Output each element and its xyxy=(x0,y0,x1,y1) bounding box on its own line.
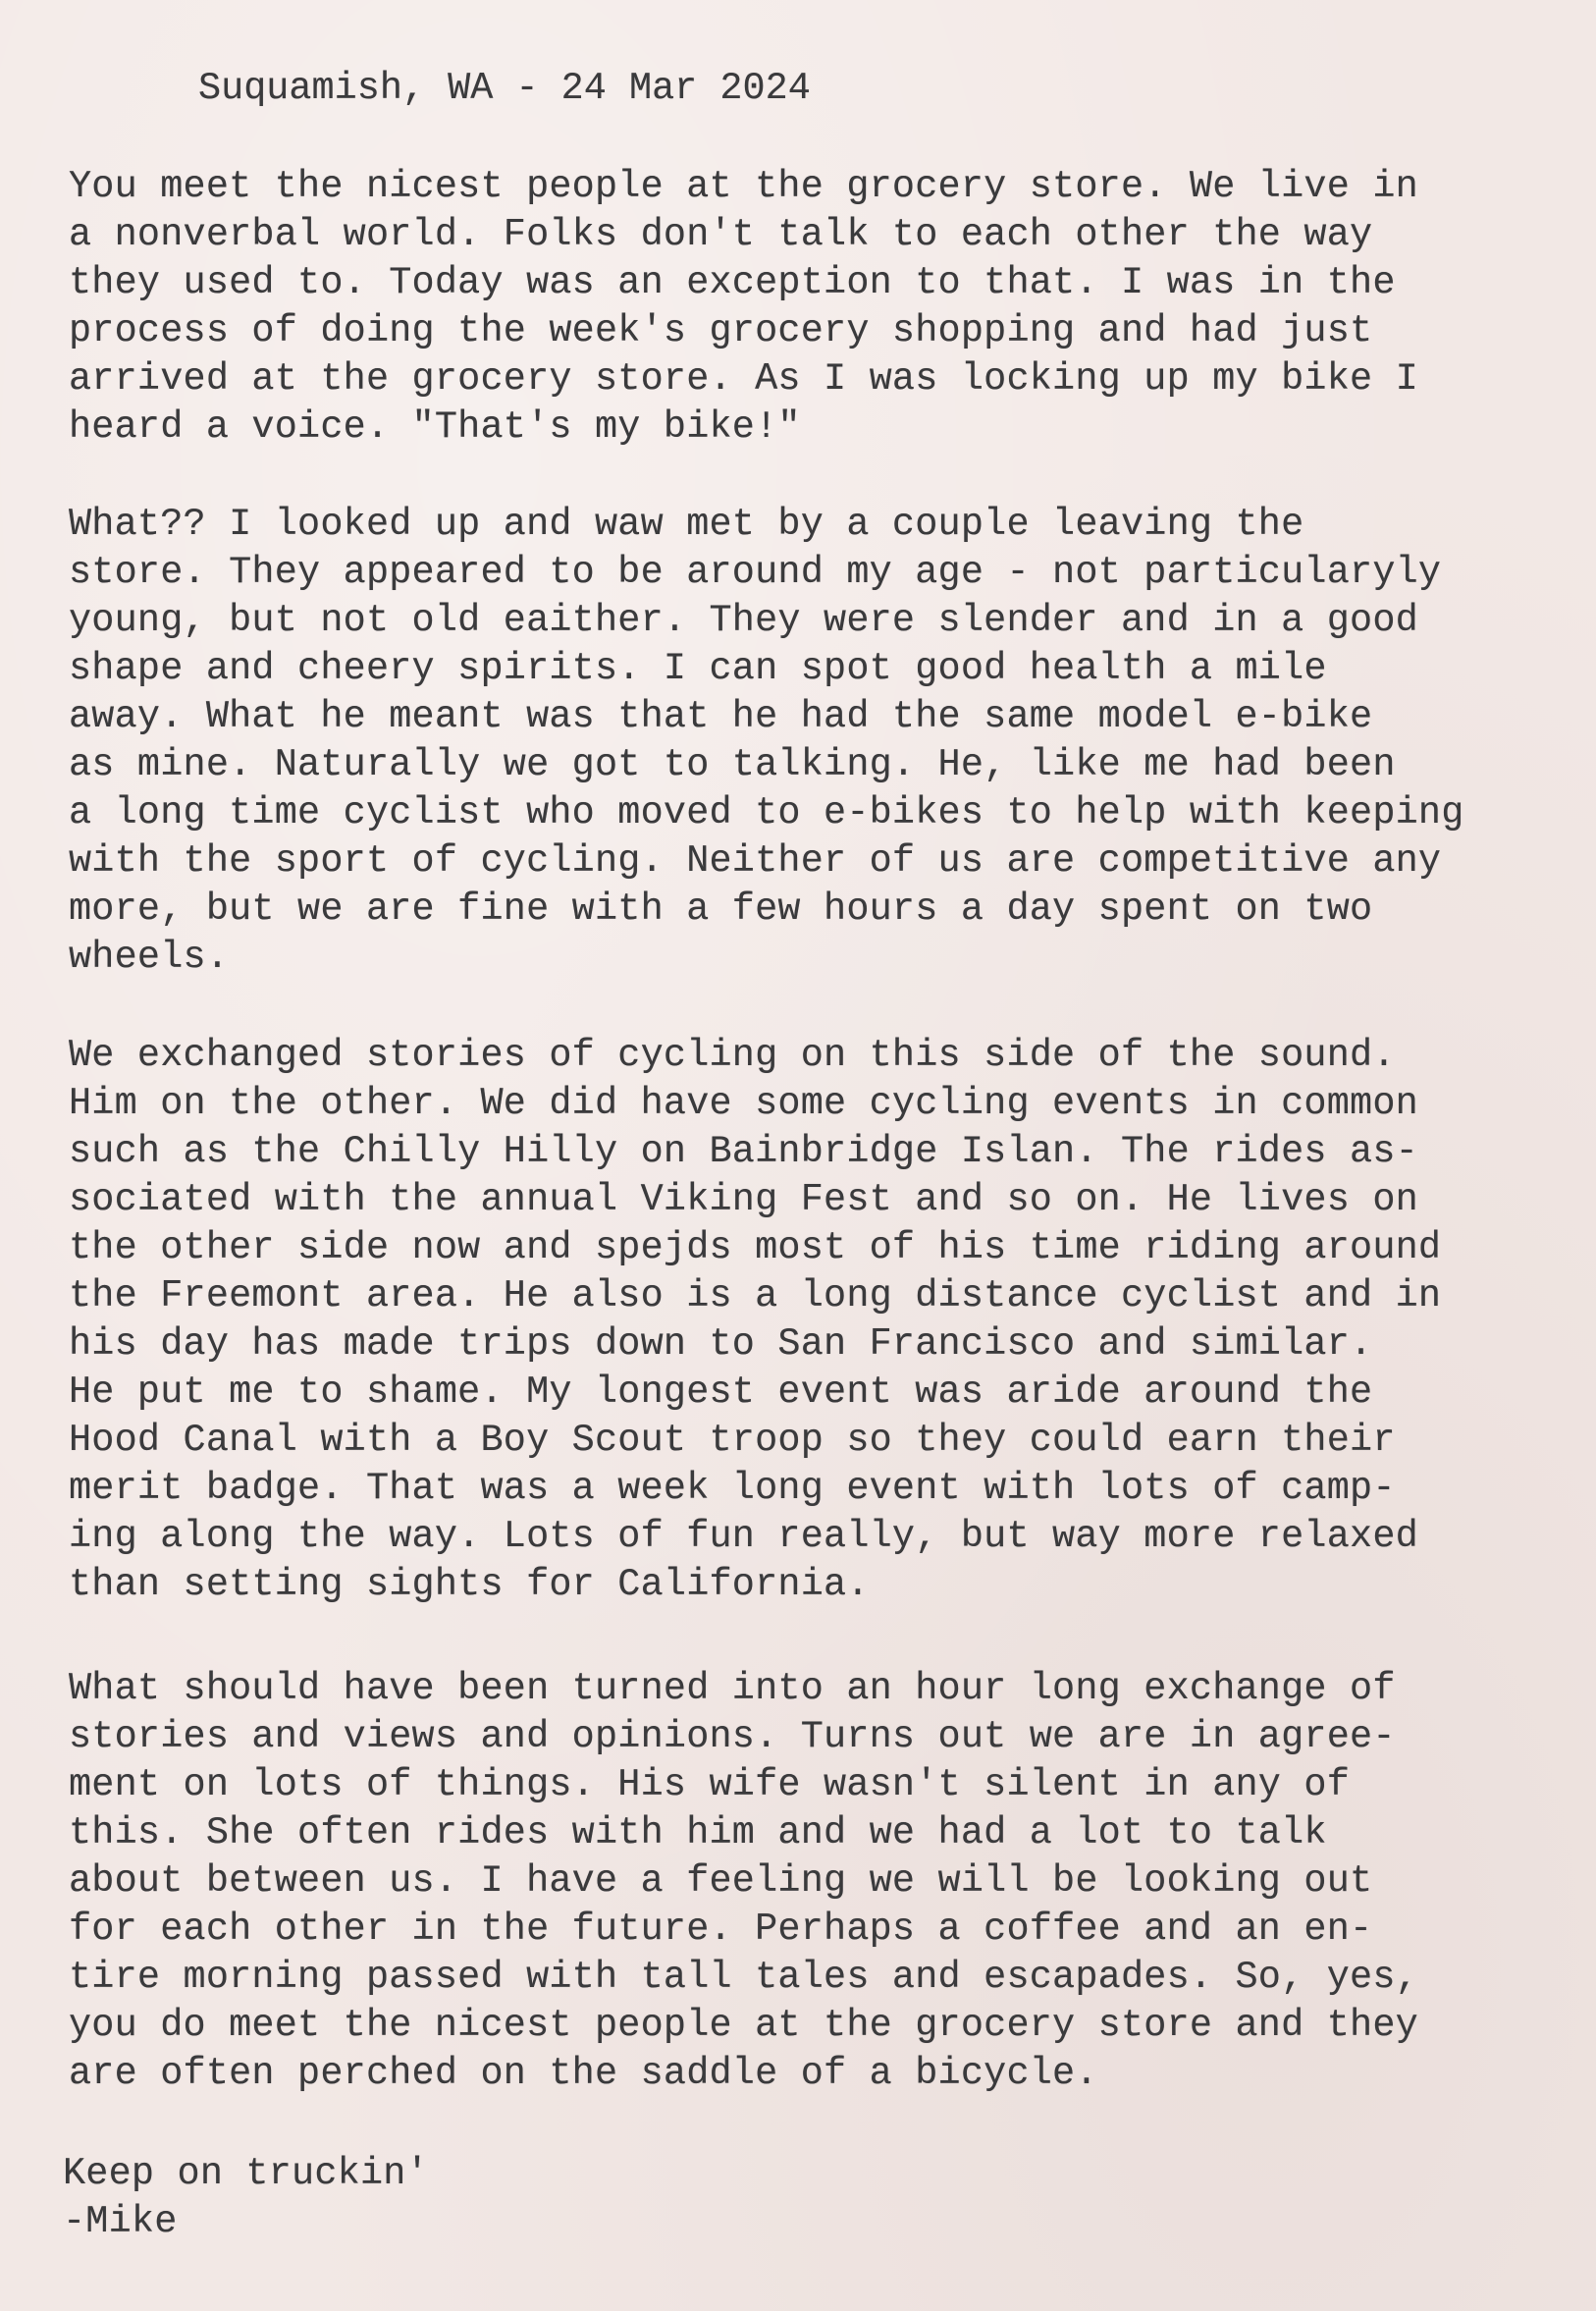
paragraph-3-line-11: ing along the way. Lots of fun really, but way more relaxed xyxy=(69,1515,1418,1558)
paragraph-4-line-8: you do meet the nicest people at the grocery store and they xyxy=(69,2004,1418,2047)
paragraph-4-line-3: ment on lots of things. His wife wasn't silent in any of xyxy=(69,1763,1351,1806)
paragraph-1-line-6: heard a voice. "That's my bike!" xyxy=(69,405,801,449)
paragraph-1-line-5: arrived at the grocery store. As I was locking up my bike I xyxy=(69,357,1418,401)
paragraph-2-line-5: away. What he meant was that he had the same model e-bike xyxy=(69,695,1373,738)
paragraph-2-line-8: with the sport of cycling. Neither of us are competitive any xyxy=(69,839,1442,883)
paragraph-3-line-3: such as the Chilly Hilly on Bainbridge Islan. The rides as- xyxy=(69,1130,1418,1173)
paragraph-2-line-4: shape and cheery spirits. I can spot good health a mile xyxy=(69,647,1327,690)
paragraph-3-line-2: Him on the other. We did have some cycling events in common xyxy=(69,1082,1418,1125)
paragraph-2-line-6: as mine. Naturally we got to talking. He, like me had been xyxy=(69,743,1396,786)
paragraph-2-line-9: more, but we are fine with a few hours a day spent on two xyxy=(69,887,1373,931)
paragraph-4-line-7: tire morning passed with tall tales and escapades. So, yes, xyxy=(69,1956,1418,1999)
paragraph-3-line-10: merit badge. That was a week long event with lots of camp- xyxy=(69,1467,1396,1510)
paragraph-4-line-1: What should have been turned into an hour long exchange of xyxy=(69,1667,1396,1710)
paragraph-4-line-6: for each other in the future. Perhaps a coffee and an en- xyxy=(69,1908,1373,1951)
paragraph-4-line-9: are often perched on the saddle of a bicycle. xyxy=(69,2052,1098,2095)
paragraph-2-line-2: store. They appeared to be around my age - not particularyly xyxy=(69,551,1442,594)
paragraph-2-line-3: young, but not old eaither. They were slender and in a good xyxy=(69,599,1418,642)
paragraph-4-line-4: this. She often rides with him and we had a lot to talk xyxy=(69,1811,1327,1854)
paragraph-3-line-12: than setting sights for California. xyxy=(69,1563,870,1606)
paragraph-3-line-4: sociated with the annual Viking Fest and so on. He lives on xyxy=(69,1178,1418,1221)
paragraph-1-line-3: they used to. Today was an exception to that. I was in the xyxy=(69,261,1396,304)
paragraph-4-line-5: about between us. I have a feeling we will be looking out xyxy=(69,1859,1373,1903)
paragraph-2-line-10: wheels. xyxy=(69,936,230,979)
paragraph-1-line-4: process of doing the week's grocery shopping and had just xyxy=(69,309,1373,352)
closing-line: Keep on truckin' xyxy=(63,2152,429,2195)
paragraph-3-line-6: the Freemont area. He also is a long distance cyclist and in xyxy=(69,1274,1442,1317)
paragraph-1-line-1: You meet the nicest people at the grocery store. We live in xyxy=(69,165,1418,208)
paragraph-3-line-1: We exchanged stories of cycling on this side of the sound. xyxy=(69,1034,1396,1077)
paragraph-2-line-7: a long time cyclist who moved to e-bikes to help with keeping xyxy=(69,791,1464,834)
paragraph-3-line-7: his day has made trips down to San Francisco and similar. xyxy=(69,1322,1373,1366)
paragraph-1-line-2: a nonverbal world. Folks don't talk to each other the way xyxy=(69,213,1373,256)
paragraph-3-line-9: Hood Canal with a Boy Scout troop so they could earn their xyxy=(69,1419,1396,1462)
dateline: Suquamish, WA - 24 Mar 2024 xyxy=(198,67,811,110)
paragraph-4-line-2: stories and views and opinions. Turns out we are in agree- xyxy=(69,1715,1396,1758)
paragraph-3-line-5: the other side now and spejds most of his time riding around xyxy=(69,1226,1442,1269)
paragraph-2-line-1: What?? I looked up and waw met by a couple leaving the xyxy=(69,503,1304,546)
signature: -Mike xyxy=(63,2200,178,2243)
paragraph-3-line-8: He put me to shame. My longest event was aride around the xyxy=(69,1370,1373,1414)
